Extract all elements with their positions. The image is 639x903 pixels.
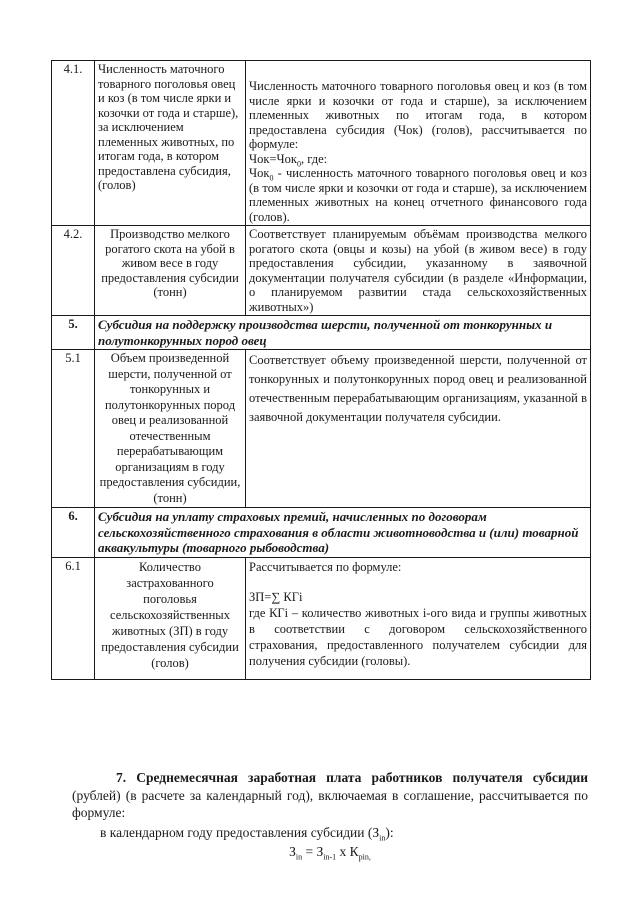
description-text: Численность маточного товарного поголовья овец и коз (в том числе ярки и козочки от года и старше), за исключением племенных животных по итогам года, в котором предоставлена субсидия (Чок) (голов), рассчитывается по формуле:: [249, 79, 587, 151]
description-text: Рассчитывается по формуле:: [249, 559, 402, 574]
table-row-4-1: [52, 61, 591, 226]
formula-definition: где КГi – количество животных i-ого вида и группы животных в соответствии с договором сельскохозяйственного страхования, предоставленного получателем субсидии для получения субсидии (головы).: [249, 605, 587, 668]
formula-line: Чок=Чок$_0$, где:: [249, 151, 328, 168]
period-line: в календарном году предоставления субсидии $(З_{in})$:: [100, 824, 394, 843]
indicator-description: [246, 557, 591, 679]
section-heading: 7. Среднемесячная заработная плата работников получателя субсидии (рублей) (в расчете за календарный год), включаемая в соглашение, рассчитывается по формуле:: [72, 770, 588, 820]
indicator-description: Соответствует объему произведенной шерсти, полученной от тонкорунных и полутонкорунных пород овец и реализованной отечественным перерабатывающим организациям, указанной в заявочной документации получателя субсидии.: [246, 350, 591, 508]
section-title: Субсидия на уплату страховых премий, начисленных по договорам сельскохозяйственного страхования в области животноводства и (или) товарной аквакультуры (товарного рыбоводства): [95, 508, 591, 558]
indicator-name: Объем произведенной шерсти, полученной от тонкорунных и полутонкорунных пород овец и реализованной отечественным перерабатывающим организациям в году предоставления субсидии, (тонн): [95, 350, 246, 508]
indicator-description: Соответствует планируемым объёмам производства мелкого рогатого скота (овцы и козы) на убой (в живом весе) в году предоставления субсидии, указанному в заявочной документации получателя субсидии (в разделе «Информации, о планируемом развитии стада сельскохозяйственных животных»): [246, 226, 591, 316]
formula-line: ЗП=∑ КГi: [249, 589, 303, 604]
indicator-name: Количество застрахованного поголовья сельскохозяйственных животных (ЗП) в году предоставления субсидии (голов): [95, 557, 246, 679]
section-row-6: [52, 508, 591, 558]
indicator-name: Производство мелкого рогатого скота на убой в живом весе в году предоставления субсидии (тонн): [95, 226, 246, 316]
section-number: 5.: [52, 316, 95, 350]
indicator-name: Численность маточного товарного поголовья овец и коз (в том числе ярки и козочки от года и старше), за исключением племенных животных, по итогам года, в котором предоставлена субсидия, (голов): [95, 61, 246, 226]
salary-formula: $З_{in} = З_{in-1}$ х $К_{pin,}$: [289, 844, 371, 862]
section-row-5: [52, 316, 591, 350]
formula-definition: Чок$_0$ - численность маточного товарного поголовья овец и коз (в том числе ярки и козочки от года и старше), за исключением племенных животных на конец отчетного финансового года (голов).: [249, 166, 587, 224]
row-number: 4.2.: [52, 226, 95, 316]
row-number: 5.1: [52, 350, 95, 508]
table-row-5-1: [52, 350, 591, 508]
indicator-description: [246, 61, 591, 226]
table-row-4-2: [52, 226, 591, 316]
salary-section: [72, 769, 588, 861]
row-number: 4.1.: [52, 61, 95, 226]
indicators-table: [51, 60, 591, 680]
section-title: Субсидия на поддержку производства шерсти, полученной от тонкорунных и полутонкорунных пород овец: [95, 316, 591, 350]
table-row-6-1: [52, 557, 591, 679]
section-number: 6.: [52, 508, 95, 558]
row-number: 6.1: [52, 557, 95, 679]
